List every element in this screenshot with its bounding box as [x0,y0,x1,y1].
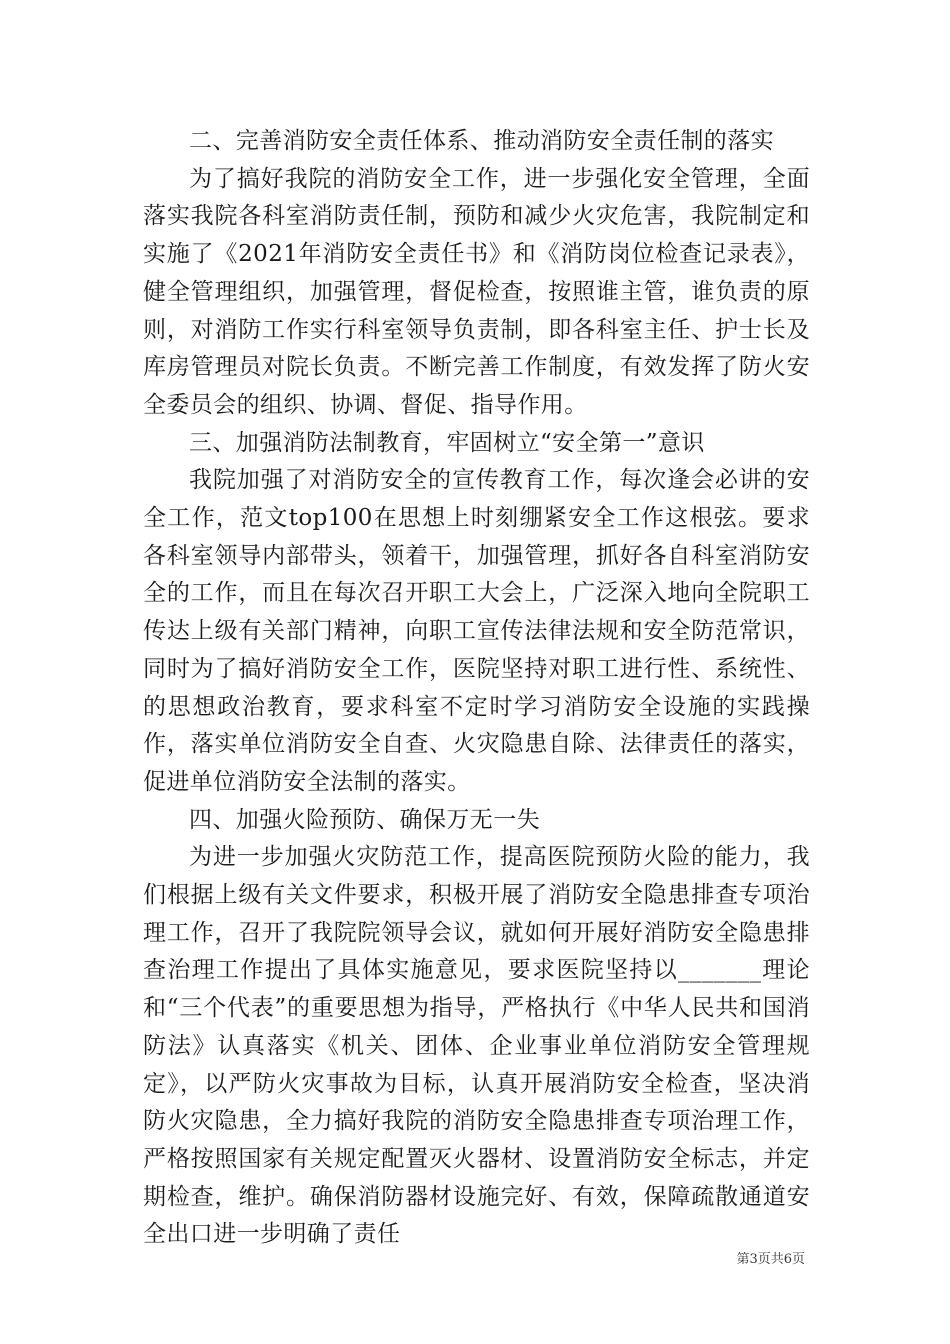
page-number: 第3页共6页 [736,1252,805,1267]
body-paragraph: 我院加强了对消防安全的宣传教育工作，每次逢会必讲的安全工作，范文top100在思想上时刻绷紧安全工作这根弦。要求各科室领导内部带头，领着干，加强管理，抓好各自科室消防安全的工作，而且在每次召开职工大会上，广泛深入地向全院职工传达上级有关部门精神，向职工宣传法律法规和安全防范常识，同时为了搞好消防安全工作，医院坚持对职工进行性、系统性、的思想政治教育，要求科室不定时学习消防安全设施的实践操作，落实单位消防安全自查、火灾隐患自除、法律责任的落实，促进单位消防安全法制的落实。 [143,467,810,795]
section-heading: 四、加强火险预防、确保万无一失 [189,806,540,833]
section-heading: 二、完善消防安全责任体系、推动消防安全责任制的落实 [189,128,774,154]
body-paragraph: 为进一步加强火灾防范工作，提高医院预防火险的能力，我们根据上级有关文件要求，积极开展了消防安全隐患排查专项治理工作，召开了我院院领导会议，就如何开展好消防安全隐患排查治理工作提出了具体实施意见，要求医院坚持以_______理论和“三个代表”的重要思想为指导，严格执行《中华人民共和国消防法》认真落实《机关、团体、企业事业单位消防安全管理规定》，以严防火灾事故为目标，认真开展消防安全检查，坚决消防火灾隐患，全力搞好我院的消防安全隐患排查专项治理工作，严格按照国家有关规定配置灭火器材、设置消防安全标志，并定期检查，维护。确保消防器材设施完好、有效，保障疏散通道安全出口进一步明确了责任 [143,844,810,1248]
section-heading: 三、加强消防法制教育，牢固树立“安全第一”意识 [189,429,705,456]
body-paragraph: 为了搞好我院的消防安全工作，进一步强化安全管理，全面落实我院各科室消防责任制，预防和减少火灾危害，我院制定和实施了《2021年消防安全责任书》和《消防岗位检查记录表》，健全管理组织，加强管理，督促检查，按照谁主管，谁负责的原则，对消防工作实行科室领导负责制，即各科室主任、护士长及库房管理员对院长负责。不断完善工作制度，有效发挥了防火安全委员会的组织、协调、督促、指导作用。 [143,165,810,418]
document-text [143,123,810,1254]
